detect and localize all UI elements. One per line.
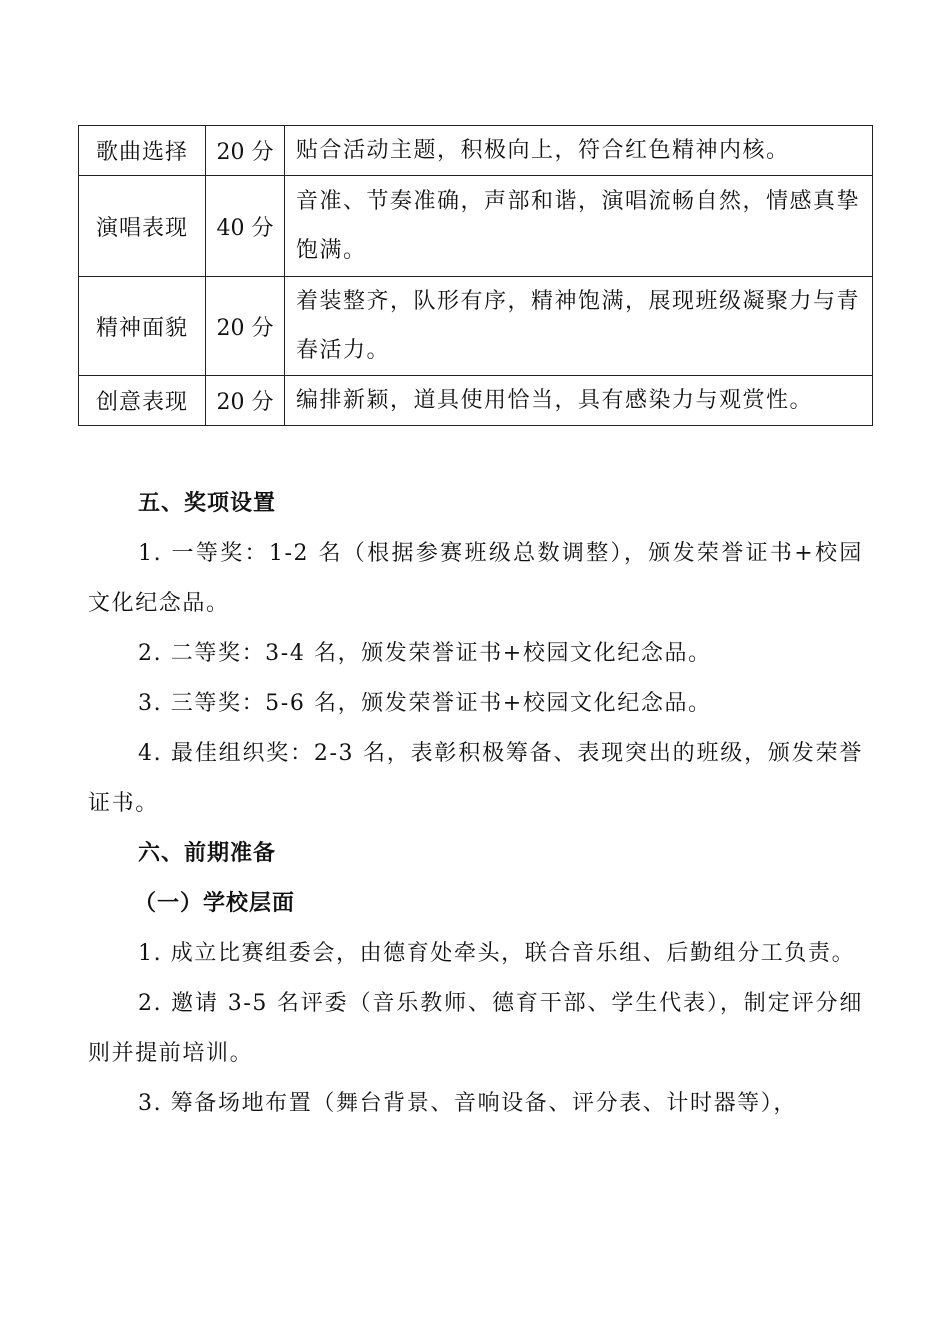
criterion-score: 20 分 xyxy=(206,277,285,376)
paragraph: 2. 二等奖：3-4 名，颁发荣誉证书+校园文化纪念品。 xyxy=(138,641,712,666)
criterion-name: 演唱表现 xyxy=(79,176,206,277)
scoring-table xyxy=(78,125,873,426)
criterion-score: 40 分 xyxy=(206,176,285,277)
section-heading-preparation: 六、前期准备 xyxy=(138,841,277,866)
subsection-heading: （一）学校层面 xyxy=(134,891,296,916)
paragraph: 2. 邀请 3-5 名评委（音乐教师、德育干部、学生代表），制定评分细则并提前培训。 xyxy=(88,991,863,1066)
criterion-name: 创意表现 xyxy=(79,376,206,426)
paragraph: 3. 三等奖：5-6 名，颁发荣誉证书+校园文化纪念品。 xyxy=(138,691,712,716)
paragraph: 1. 成立比赛组委会，由德育处牵头，联合音乐组、后勤组分工负责。 xyxy=(138,941,856,966)
criterion-description: 音准、节奏准确，声部和谐，演唱流畅自然，情感真挚饱满。 xyxy=(285,176,873,277)
section-heading-awards: 五、奖项设置 xyxy=(138,491,277,516)
paragraph: 1. 一等奖：1-2 名（根据参赛班级总数调整），颁发荣誉证书+校园文化纪念品。 xyxy=(88,541,863,616)
paragraph: 3. 筹备场地布置（舞台背景、音响设备、评分表、计时器等）， xyxy=(138,1091,797,1116)
criterion-score: 20 分 xyxy=(206,376,285,426)
criterion-name: 歌曲选择 xyxy=(79,126,206,176)
criterion-description: 着装整齐，队形有序，精神饱满，展现班级凝聚力与青春活力。 xyxy=(285,277,873,376)
criterion-name: 精神面貌 xyxy=(79,277,206,376)
criterion-description: 贴合活动主题，积极向上，符合红色精神内核。 xyxy=(285,126,873,176)
table-row xyxy=(79,176,873,277)
table-row xyxy=(79,277,873,376)
document-body xyxy=(88,479,863,1129)
table-row xyxy=(79,126,873,176)
paragraph: 4. 最佳组织奖：2-3 名，表彰积极筹备、表现突出的班级，颁发荣誉证书。 xyxy=(88,741,863,816)
table-row xyxy=(79,376,873,426)
criterion-score: 20 分 xyxy=(206,126,285,176)
criterion-description: 编排新颖，道具使用恰当，具有感染力与观赏性。 xyxy=(285,376,873,426)
